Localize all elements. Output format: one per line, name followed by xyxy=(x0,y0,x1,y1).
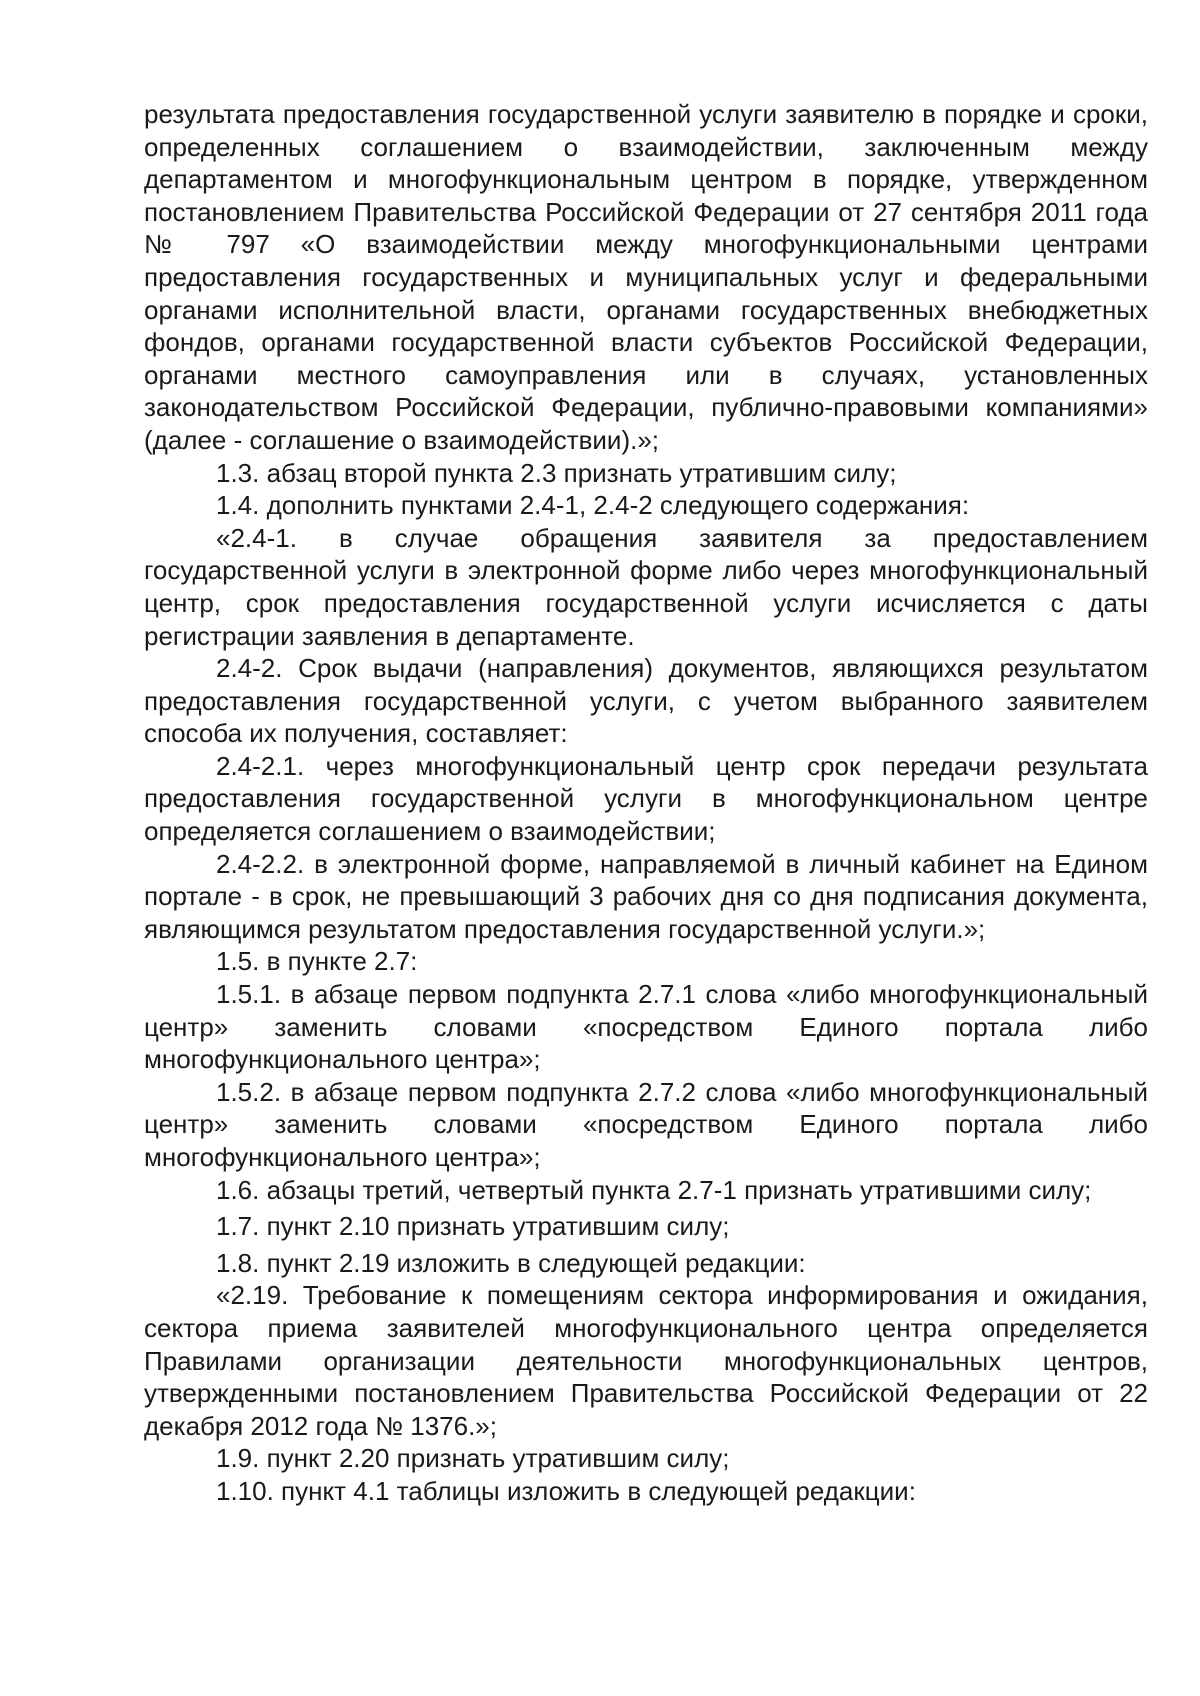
paragraph-1-8: 1.8. пункт 2.19 изложить в следующей редакции: xyxy=(216,1247,806,1278)
paragraph-2-4-2: 2.4-2. Срок выдачи (направления) документов, являющихся результатом предоставления государственной услуги, с учетом выбранного заявителем способа их получения, составляет: xyxy=(144,653,1148,749)
paragraph-1-3: 1.3. абзац второй пункта 2.3 признать утратившим силу; xyxy=(216,457,897,488)
document-page xyxy=(144,98,1148,1508)
paragraph-1-5-2: 1.5.2. в абзаце первом подпункта 2.7.2 слова «либо многофункциональный центр» заменить словами «посредством Единого портала либо многофункционального центра»; xyxy=(144,1076,1148,1172)
paragraph-1-7: 1.7. пункт 2.10 признать утратившим силу; xyxy=(216,1211,730,1242)
paragraph-1-6: 1.6. абзацы третий, четвертый пункта 2.7-1 признать утратившими силу; xyxy=(216,1174,1092,1205)
paragraph-2-4-2-1: 2.4-2.1. через многофункциональный центр срок передачи результата предоставления государственной услуги в многофункциональном центре определяется соглашением о взаимодействии; xyxy=(144,750,1148,847)
paragraph-1-10: 1.10. пункт 4.1 таблицы изложить в следующей редакции: xyxy=(216,1475,916,1506)
paragraph-2-19: «2.19. Требование к помещениям сектора информирования и ожидания, сектора приема заявителей многофункционального центра определяется Правилами организации деятельности многофункциональных центров, утвержденными постановлением Правительства Российской Федерации от 22 декабря 2012 года № 1376.»; xyxy=(144,1280,1148,1441)
paragraph-continuation: результата предоставления государственной услуги заявителю в порядке и сроки, определенных соглашением о взаимодействии, заключенным между департаментом и многофункциональным центром в порядке, утвержденном постановлением Правительства Российской Федерации от 27 сентября 2011 года № 797 «О взаимодействии между многофункциональными центрами предоставления государственных и муниципальных услуг и федеральными органами исполнительной власти, органами государственных внебюджетных фондов, органами государственной власти субъектов Российской Федерации, органами местного самоуправления или в случаях, установленных законодательством Российской Федерации, публично-правовыми компаниями» (далее - соглашение о взаимодействии).»; xyxy=(144,99,1148,455)
paragraph-2-4-2-2: 2.4-2.2. в электронной форме, направляемой в личный кабинет на Едином портале - в срок, не превышающий 3 рабочих дня со дня подписания документа, являющимся результатом предоставления государственной услуги.»; xyxy=(144,848,1148,944)
paragraph-1-5-1: 1.5.1. в абзаце первом подпункта 2.7.1 слова «либо многофункциональный центр» заменить словами «посредством Единого портала либо многофункционального центра»; xyxy=(144,979,1148,1075)
paragraph-1-5: 1.5. в пункте 2.7: xyxy=(216,946,418,977)
paragraph-2-4-1: «2.4-1. в случае обращения заявителя за предоставлением государственной услуги в электронной форме либо через многофункциональный центр, срок предоставления государственной услуги исчисляется с даты регистрации заявления в департаменте. xyxy=(144,522,1148,651)
paragraph-1-4: 1.4. дополнить пунктами 2.4-1, 2.4-2 следующего содержания: xyxy=(216,490,970,521)
paragraph-1-9: 1.9. пункт 2.20 признать утратившим силу; xyxy=(216,1443,730,1474)
